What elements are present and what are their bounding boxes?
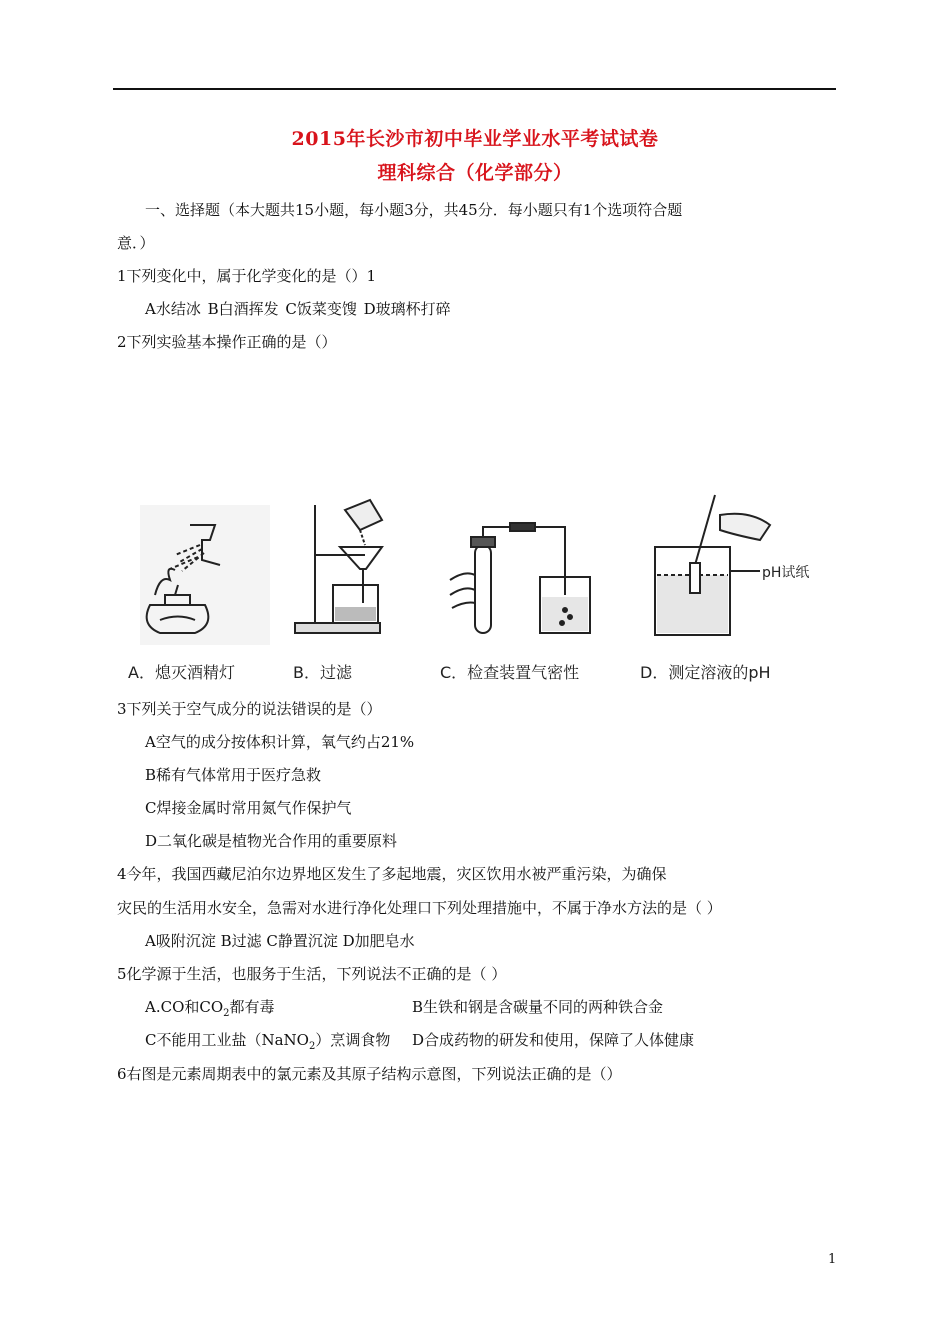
q2-caption-a: A．熄灭酒精灯 <box>128 663 235 682</box>
q2-caption-c: C．检查装置气密性 <box>440 663 580 682</box>
q2-stem: 2下列实验基本操作正确的是（） <box>117 333 337 351</box>
q3-option-b: B稀有气体常用于医疗急救 <box>145 766 322 784</box>
top-rule <box>113 88 836 90</box>
q3-stem: 3下列关于空气成分的说法错误的是（） <box>117 700 382 718</box>
q3-option-c: C焊接金属时常用氮气作保护气 <box>145 799 352 817</box>
page-subtitle: 理科综合（化学部分） <box>377 162 573 184</box>
q2-caption-d: D．测定溶液的pH <box>640 663 771 682</box>
page-title: 2015年长沙市初中毕业学业水平考试试卷 <box>291 128 659 150</box>
q6-stem: 6右图是元素周期表中的氯元素及其原子结构示意图，下列说法正确的是（） <box>117 1065 622 1083</box>
filtration-figure <box>295 500 382 633</box>
q4-options: A吸附沉淀 B过滤 C静置沉淀 D加肥皂水 <box>145 932 415 950</box>
q1-options: A水结冰 B白酒挥发 C饭菜变馊 D玻璃杯打碎 <box>145 300 451 318</box>
ph-paper-label: pH试纸 <box>762 565 810 581</box>
q4-stem-line2: 灾民的生活用水安全，急需对水进行净化处理口下列处理措施中，不属于净水方法的是（ ） <box>117 899 722 917</box>
q2-caption-b: B．过滤 <box>293 663 352 682</box>
q4-stem-line1: 4今年，我国西藏尼泊尔边界地区发生了多起地震，灾区饮用水被严重污染，为确保 <box>117 865 667 883</box>
q3-option-d: D二氧化碳是植物光合作用的重要原料 <box>145 832 398 850</box>
q5-option-b: B生铁和钢是含碳量不同的两种铁合金 <box>412 998 664 1016</box>
section-intro-line1: 一、选择题（本大题共15小题，每小题3分，共45分．每小题只有1个选项符合题 <box>145 201 683 219</box>
q2-apparatus-figures <box>120 485 840 655</box>
q5-option-d: D合成药物的研发和使用，保障了人体健康 <box>412 1031 695 1049</box>
q1-stem: 1下列变化中，属于化学变化的是（）1 <box>117 267 377 285</box>
airtight-check-figure <box>450 523 590 633</box>
q3-option-a: A空气的成分按体积计算，氧气约占21% <box>145 733 415 751</box>
q5-option-a: A.CO和$CO_2$都有毒 <box>145 998 275 1019</box>
q5-stem: 5化学源于生活，也服务于生活，下列说法不正确的是（ ） <box>117 965 507 983</box>
q5-option-c: C不能用工业盐（NaNO$_2$）烹调食物 <box>145 1031 391 1052</box>
section-intro-line2: 意．） <box>117 234 155 252</box>
page-number: 1 <box>828 1252 837 1267</box>
alcohol-lamp-figure <box>140 505 270 645</box>
ph-test-figure <box>655 495 770 635</box>
